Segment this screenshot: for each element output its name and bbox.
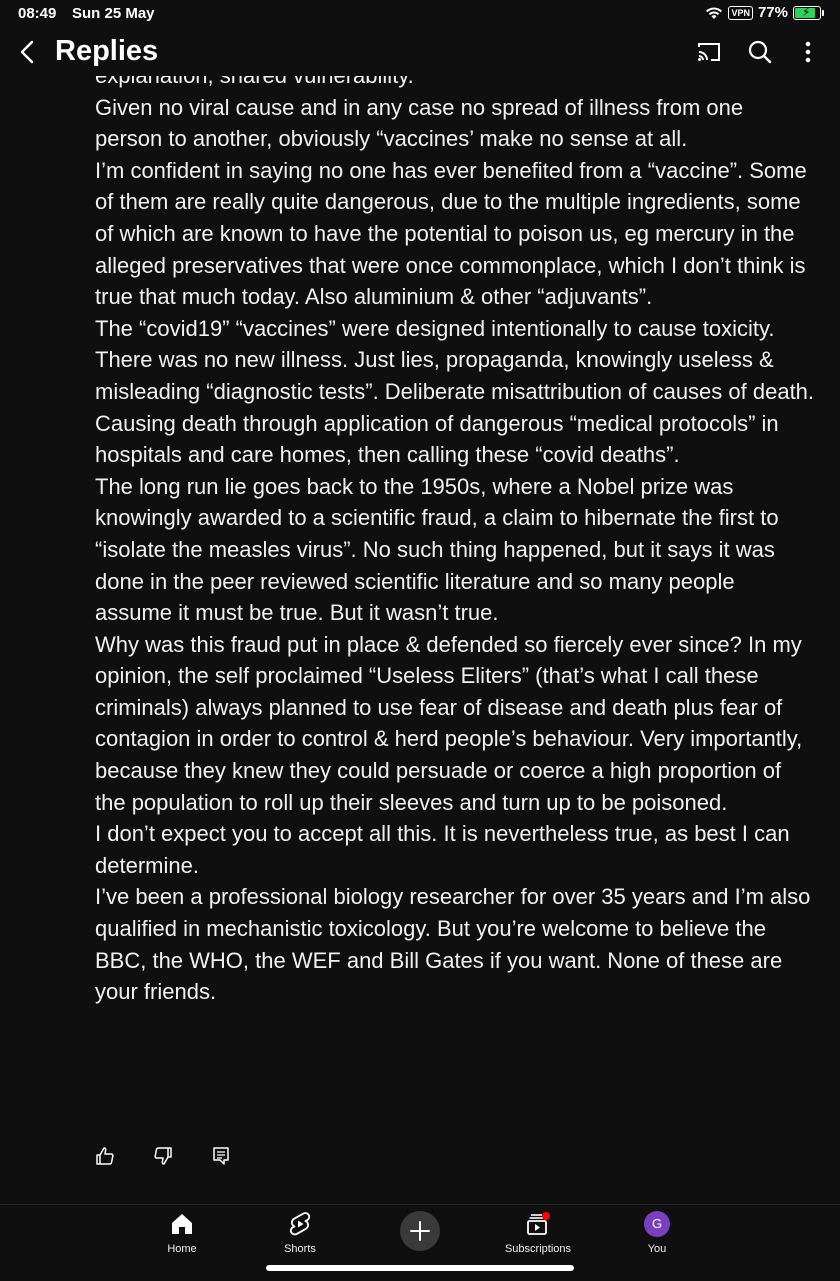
avatar: G <box>644 1211 670 1237</box>
status-time: 08:49 <box>18 5 57 22</box>
status-right <box>705 4 824 21</box>
like-icon[interactable] <box>95 1146 115 1166</box>
status-date: Sun 25 May <box>72 5 155 22</box>
nav-you-label: You <box>647 1243 667 1255</box>
page-title: Replies <box>55 35 159 67</box>
create-button[interactable] <box>400 1211 440 1251</box>
dislike-icon[interactable] <box>153 1146 173 1166</box>
comment-actions <box>95 1146 231 1166</box>
reply-icon[interactable] <box>211 1146 231 1166</box>
nav-home-label: Home <box>167 1243 197 1255</box>
nav-subscriptions-label: Subscriptions <box>504 1243 572 1255</box>
status-bar <box>0 0 840 28</box>
home-icon <box>169 1211 195 1237</box>
search-icon[interactable] <box>747 39 773 65</box>
more-vertical-icon[interactable] <box>795 39 821 65</box>
comment-body <box>95 60 815 1145</box>
nav-shorts-label: Shorts <box>284 1243 316 1255</box>
battery-icon: ⚡ <box>793 6 821 20</box>
app-header <box>0 28 840 76</box>
battery-percent: 77% <box>757 4 788 21</box>
chevron-left-icon[interactable] <box>16 38 40 66</box>
plus-icon <box>409 1220 431 1242</box>
subscriptions-icon <box>525 1211 551 1237</box>
comment-text: Given no viral cause and in any case no spread of illness from one person to another, obviously “vaccines’ make no sense at all. I’m confident in saying no one has ever benefited from a “vaccine”. Some of them are really quite dangerous, due to the multiple ingredients, some of which are known to have the potential to poison us, eg mercury in the alleged preservatives that were once commonplace, which I don’t think is true that much today. Also aluminium & other “adjuvants”. The “covid19” “vaccines” were designed intentionally to cause toxicity. There was no new illness. Just lies, propaganda, knowingly useless & misleading “diagnostic tests”. Deliberate misattribution of causes of death. Causing death through application of dangerous “medical protocols” in hospitals and care homes, then calling these “covid deaths”. The long run lie goes back to the 1950s, where a Nobel prize was knowingly awarded to a scientific fraud, a claim to hibernate the first to “isolate the measles virus”. No such thing happened, but it says it was done in the peer reviewed scientific literature and so many people assume it must be true. But it wasn’t true. Why was this fraud put in place & defended so fiercely ever since? In my opinion, the self proclaimed “Useless Eliters” (that’s what I call these criminals) always planned to use fear of disease and death plus fear of contagion in order to control & herd people’s behaviour. Very importantly, because they knew they could persuade or coerce a high proportion of the population to roll up their sleeves and turn up to be poisoned. I don’t expect you to accept all this. It is nevertheless true, as best I can determine. I’ve been a professional biology researcher for over 35 years and I’m also qualified in mechanistic toxicology. But you’re welcome to believe the BBC, the WHO, the WEF and Bill Gates if you want. None of these are your friends. <box>95 94 815 1005</box>
vpn-badge: VPN <box>728 6 753 20</box>
wifi-icon <box>705 6 723 20</box>
nav-subscriptions[interactable] <box>478 1211 598 1255</box>
nav-home[interactable] <box>122 1211 242 1255</box>
notification-dot <box>542 1212 550 1220</box>
home-indicator[interactable] <box>266 1265 574 1271</box>
cast-icon[interactable] <box>696 39 722 65</box>
shorts-icon <box>287 1211 313 1237</box>
nav-shorts[interactable] <box>240 1211 360 1255</box>
nav-you[interactable] <box>597 1211 717 1255</box>
